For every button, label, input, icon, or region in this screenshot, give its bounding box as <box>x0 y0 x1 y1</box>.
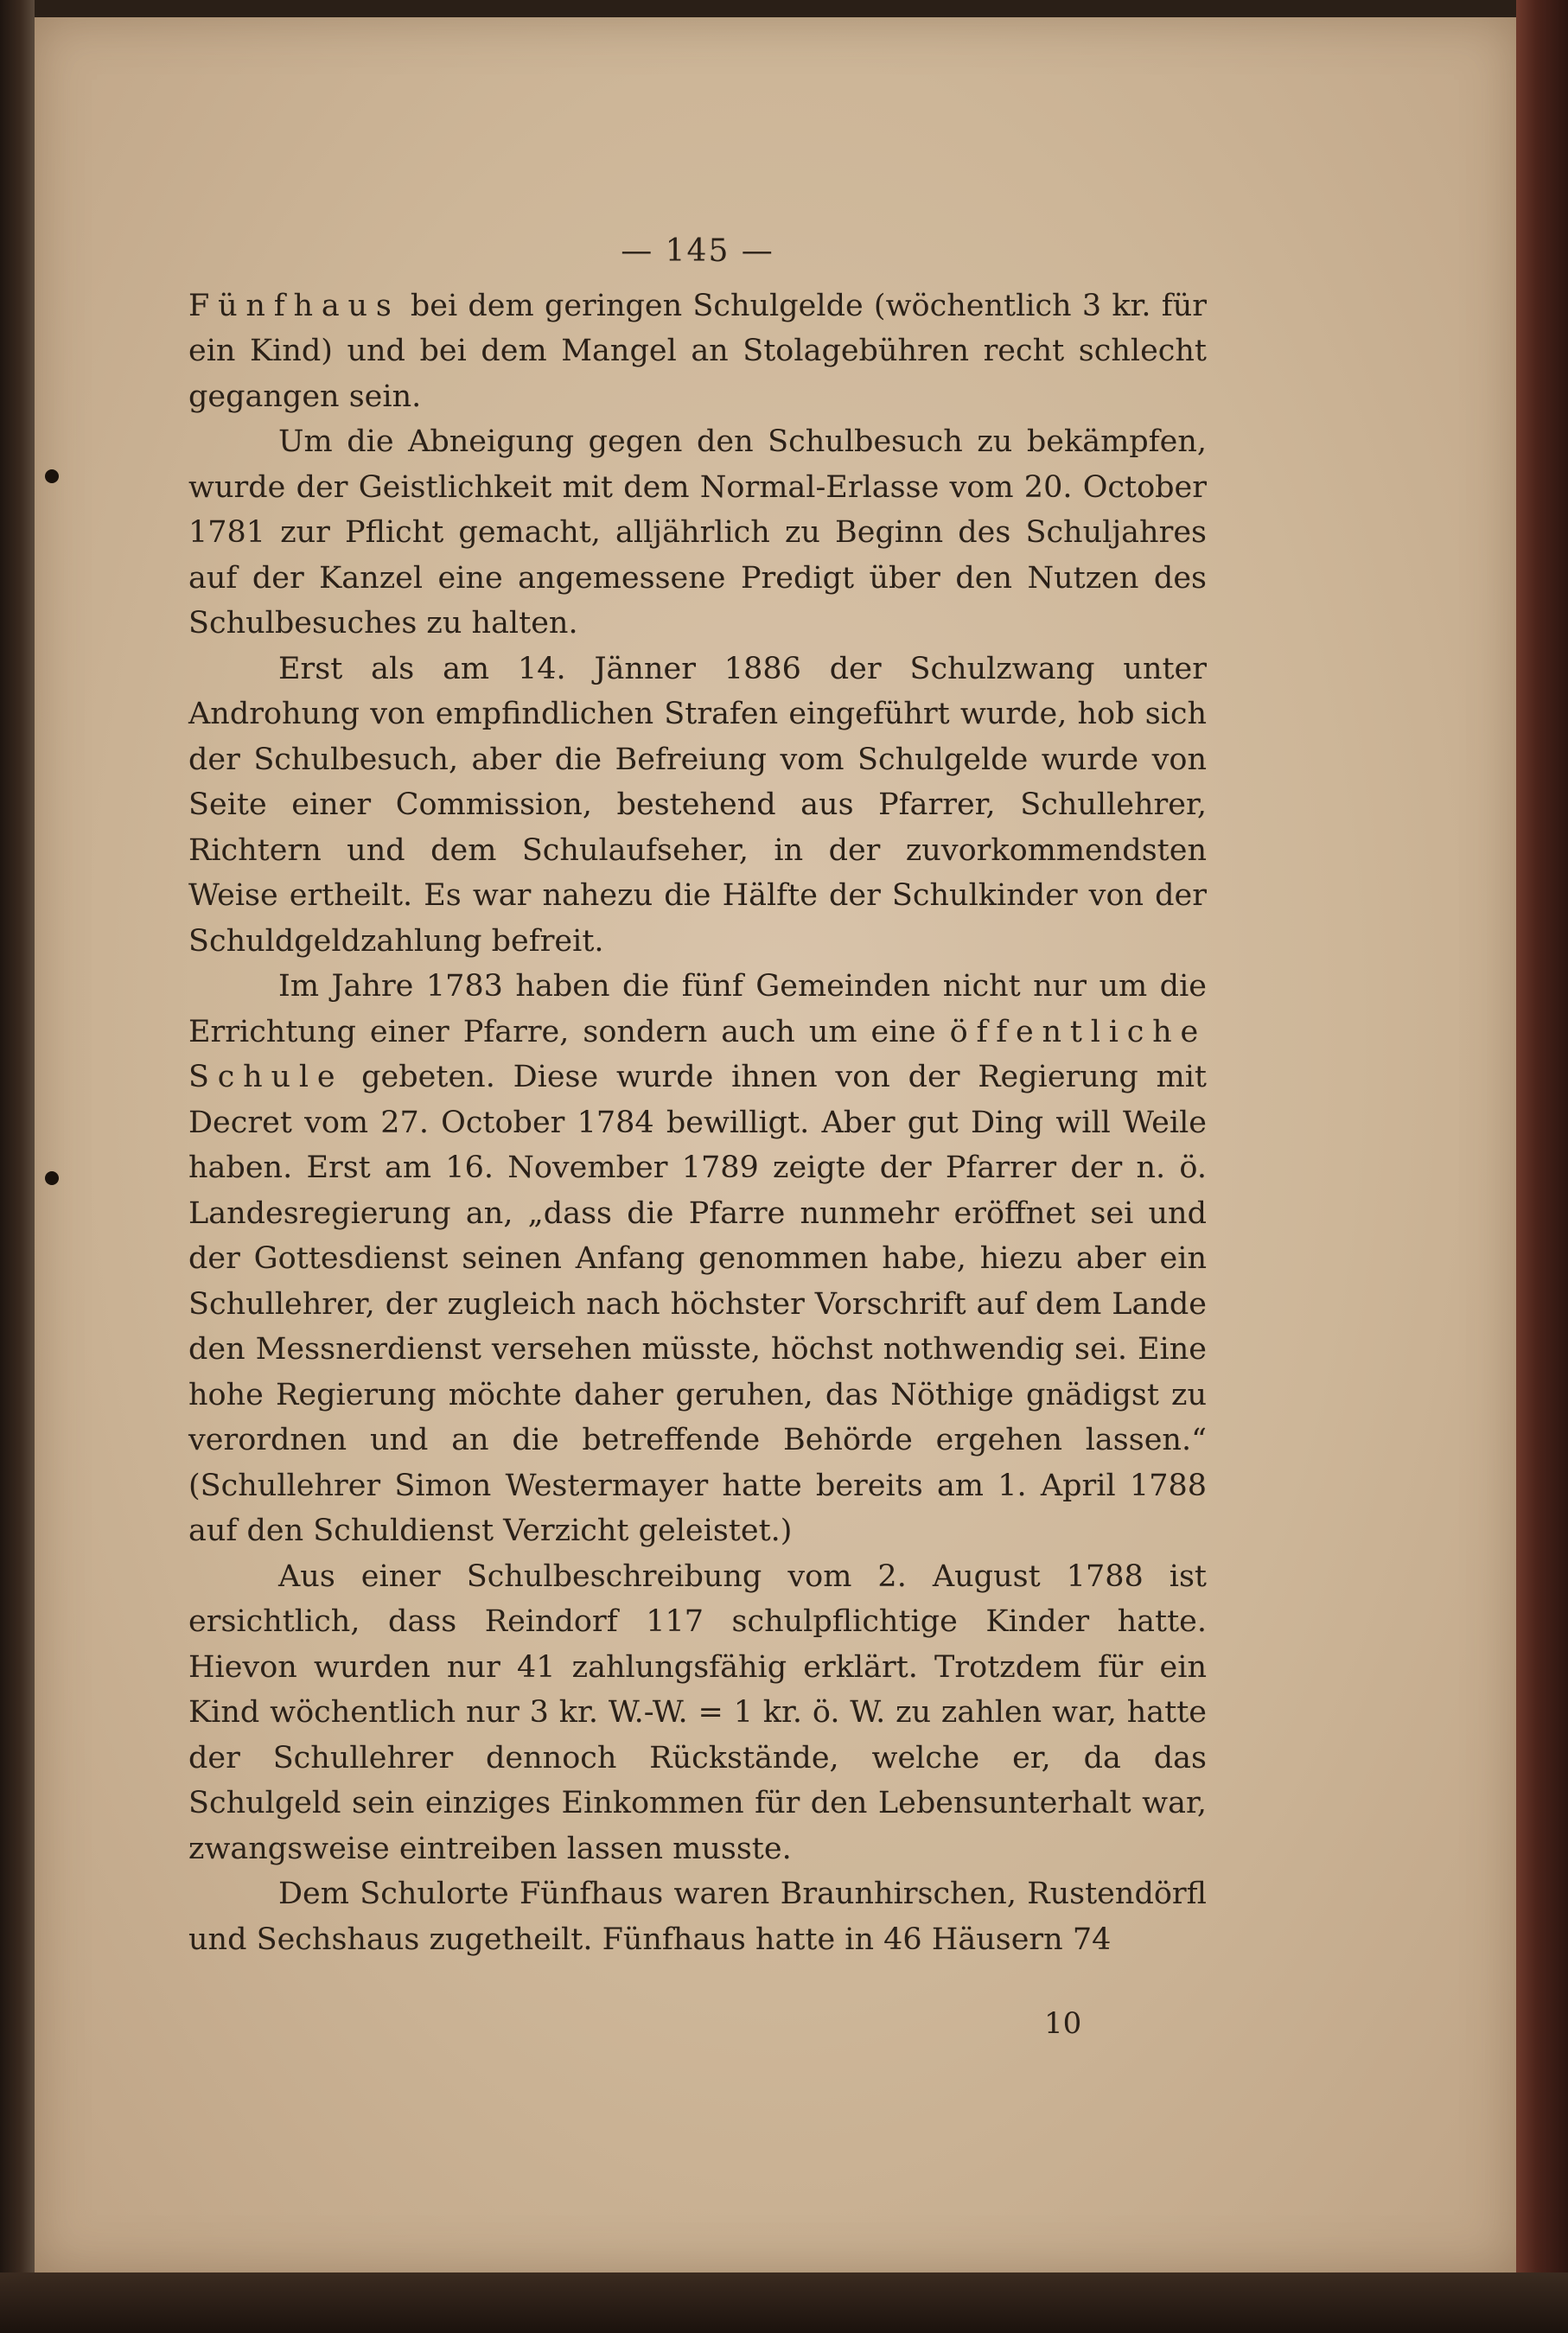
paragraph: Dem Schulorte Fünfhaus waren Braunhirschen, Rustendörfl und Sechshaus zugetheilt. Fünfhaus hatte in 46 Häusern 74 <box>188 1877 1207 1957</box>
book-edge-left <box>0 0 35 2333</box>
paragraph: Um die Abneigung gegen den Schulbesuch zu bekämpfen, wurde der Geistlichkeit mit dem Normal-Erlasse vom 20. October 1781 zur Pflicht gemacht, alljährlich zu Beginn des Schuljahres auf der Kanzel eine angemessene Predigt über den Nutzen des Schulbesuches zu halten. <box>188 424 1207 641</box>
paragraph: Erst als am 14. Jänner 1886 der Schulzwang unter Androhung von empfindlichen Strafen eingeführt wurde, hob sich der Schulbesuch, aber die Befreiung vom Schulgelde wurde von Seite einer Commission, bestehend aus Pfarrer, Schullehrer, Richtern und dem Schulaufseher, in der zuvorkommendsten Weise ertheilt. Es war nahezu die Hälfte der Schulkinder von der Schuldgeldzahlung befreit. <box>188 651 1207 959</box>
paragraph: Aus einer Schulbeschreibung vom 2. August 1788 ist ersichtlich, dass Reindorf 117 schulpflichtige Kinder hatte. Hievon wurden nur 41 zahlungsfähig erklärt. Trotzdem für ein Kind wöchentlich nur 3 kr. W.-W. = 1 kr. ö. W. zu zahlen war, hatte der Schullehrer dennoch Rückstände, welche er, da das Schulgeld sein einziges Einkommen für den Lebensunterhalt war, zwangsweise eintreiben lassen musste. <box>188 1559 1207 1866</box>
paragraph-text: Im Jahre 1783 haben die fünf Gemeinden nicht nur um die Errichtung einer Pfarre, sondern auch um eine <box>188 969 1207 1049</box>
paragraph-text: gebeten. Diese wurde ihnen von der Regierung mit Decret vom 27. October 1784 bewilligt. Aber gut Ding will Weile haben. Erst am 16. November 1789 zeigte der Pfarrer der n. ö. Landesregierung an, „dass die Pfarre nunmehr eröffnet sei und der Gottesdienst seinen Anfang genommen habe, hiezu aber ein Schullehrer, der zugleich nach höchster Vorschrift auf dem Lande den Messnerdienst versehen müsste, höchst nothwendig sei. Eine hohe Regierung möchte daher geruhen, das Nöthige gnädigst zu verordnen und an die betreffende Behörde ergehen lassen.“ (Schullehrer Simon Westermayer hatte bereits am 1. April 1788 auf den Schuldienst Verzicht geleistet.) <box>188 1060 1207 1548</box>
book-page <box>35 17 1516 2272</box>
page-text-block <box>188 229 1207 1962</box>
paragraph <box>188 284 1207 420</box>
binding-hole <box>45 469 59 483</box>
book-edge-bottom <box>0 2272 1568 2333</box>
book-edge-right <box>1516 0 1568 2333</box>
spaced-emphasis: öffentliche Schule <box>188 1014 1207 1094</box>
spaced-emphasis: Fünfhaus <box>188 288 400 323</box>
signature-mark: 10 <box>1044 2006 1082 2041</box>
paragraph-text: bei dem geringen Schulgelde (wöchentlich 3 kr. für ein Kind) und bei dem Mangel an Stolagebühren recht schlecht gegangen sein. <box>188 288 1207 414</box>
binding-hole <box>45 1171 59 1185</box>
page-number-header: — 145 — <box>621 233 774 269</box>
paragraph <box>188 964 1207 1554</box>
